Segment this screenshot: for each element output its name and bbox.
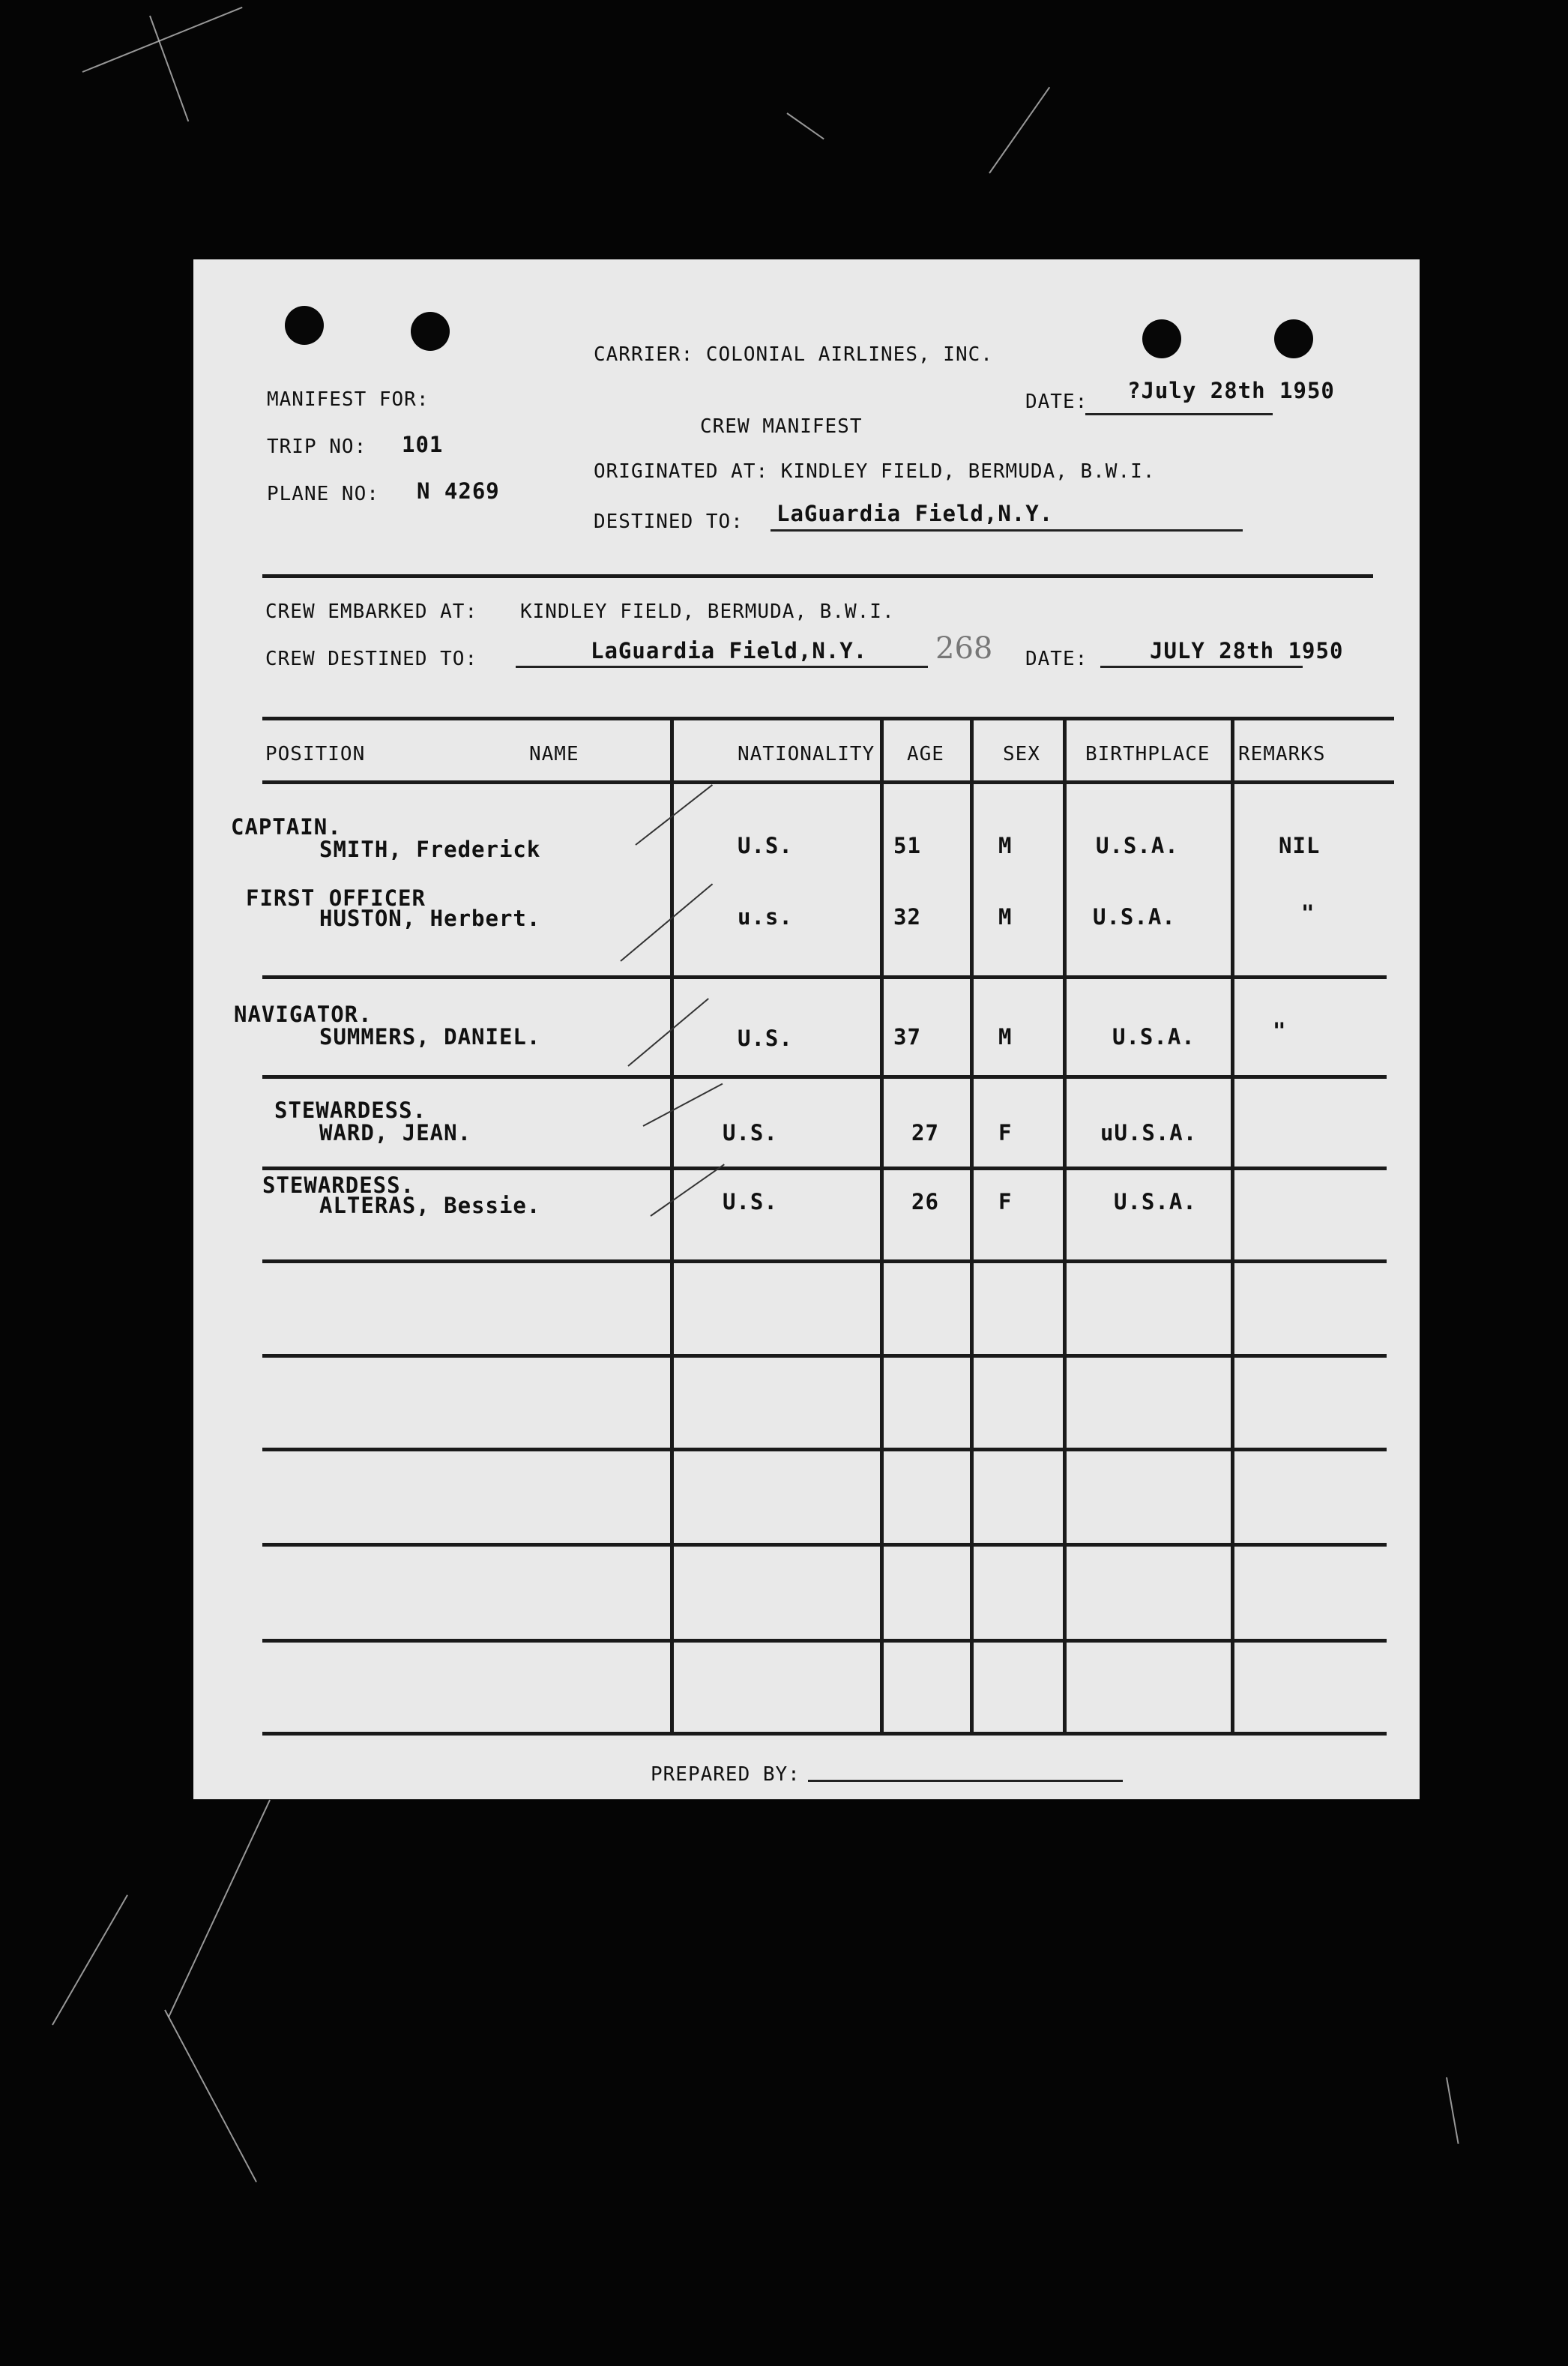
- row-nationality: u.s.: [738, 904, 793, 930]
- row-name: WARD, JEAN.: [319, 1120, 472, 1146]
- header-remarks: REMARKS: [1238, 743, 1326, 765]
- table-column-divider: [880, 718, 884, 1733]
- background-scratch: [82, 7, 243, 73]
- plane-no-value: N 4269: [417, 478, 500, 504]
- header-sex: SEX: [1003, 743, 1040, 765]
- header-name: NAME: [529, 743, 579, 765]
- punch-hole: [285, 306, 324, 345]
- row-divider: [262, 975, 1387, 979]
- prepared-by-label: PREPARED BY:: [651, 1763, 800, 1786]
- row-birthplace: U.S.A.: [1093, 904, 1176, 930]
- crew-date-underline: [1100, 666, 1303, 668]
- row-nationality: U.S.: [723, 1120, 778, 1146]
- row-name: HUSTON, Herbert.: [319, 906, 541, 931]
- row-age: 27: [911, 1120, 939, 1146]
- row-nationality: U.S.: [738, 1026, 793, 1051]
- row-birthplace: U.S.A.: [1114, 1189, 1197, 1214]
- row-age: 51: [893, 833, 921, 858]
- punch-hole: [1142, 319, 1181, 358]
- row-birthplace: uU.S.A.: [1100, 1120, 1198, 1146]
- row-name: SMITH, Frederick: [319, 837, 541, 862]
- crew-destined-label: CREW DESTINED TO:: [265, 648, 478, 670]
- prepared-by-underline: [808, 1780, 1123, 1782]
- destined-to-label: DESTINED TO:: [594, 511, 744, 533]
- crew-destined-value: LaGuardia Field,N.Y.: [591, 638, 868, 663]
- background-scratch: [164, 2010, 257, 2183]
- trip-no-label: TRIP NO:: [267, 436, 367, 458]
- destined-underline: [771, 529, 1243, 532]
- row-divider: [262, 1448, 1387, 1451]
- header-position: POSITION: [265, 743, 366, 765]
- plane-no-label: PLANE NO:: [267, 483, 379, 505]
- row-sex: F: [998, 1189, 1013, 1214]
- row-remarks: ": [1301, 900, 1315, 926]
- table-column-divider: [670, 718, 674, 1733]
- background-scratch: [786, 112, 824, 139]
- row-nationality: U.S.: [738, 833, 793, 858]
- originated-at: ORIGINATED AT: KINDLEY FIELD, BERMUDA, B.W.I.: [594, 460, 1156, 483]
- row-nationality: U.S.: [723, 1189, 778, 1214]
- pencil-tick: [650, 1164, 724, 1216]
- row-sex: M: [998, 833, 1013, 858]
- table-header-line: [262, 780, 1394, 784]
- crew-manifest-page: [193, 259, 1420, 1799]
- header-age: AGE: [907, 743, 944, 765]
- crew-embarked-label: CREW EMBARKED AT:: [265, 600, 478, 623]
- pencil-tick: [627, 998, 709, 1067]
- crew-embarked-value: KINDLEY FIELD, BERMUDA, B.W.I.: [520, 600, 895, 623]
- row-age: 32: [893, 904, 921, 930]
- crew-date-label: DATE:: [1025, 648, 1088, 670]
- row-divider: [262, 1543, 1387, 1547]
- punch-hole: [1274, 319, 1313, 358]
- divider-line: [262, 574, 1373, 578]
- row-remarks: NIL: [1279, 833, 1321, 858]
- row-name: ALTERAS, Bessie.: [319, 1193, 541, 1218]
- background-scratch: [168, 1800, 271, 2018]
- date-value: ?July 28th 1950: [1127, 378, 1335, 403]
- row-age: 37: [893, 1024, 921, 1050]
- background-scratch: [989, 87, 1050, 174]
- manifest-for-label: MANIFEST FOR:: [267, 388, 429, 411]
- table-column-divider: [970, 718, 974, 1733]
- table-top-line: [262, 717, 1394, 720]
- header-birthplace: BIRTHPLACE: [1085, 743, 1210, 765]
- date-underline: [1085, 413, 1273, 415]
- crew-destined-underline: [516, 666, 928, 668]
- row-position: STEWARDESS.: [262, 1173, 415, 1198]
- row-birthplace: U.S.A.: [1112, 1024, 1195, 1050]
- crew-date-value: JULY 28th 1950: [1150, 638, 1344, 663]
- table-column-divider: [1063, 718, 1067, 1733]
- crew-manifest-title: CREW MANIFEST: [700, 415, 863, 438]
- background-scratch: [1446, 2077, 1459, 2144]
- row-divider: [262, 1075, 1387, 1079]
- row-sex: F: [998, 1120, 1013, 1146]
- row-age: 26: [911, 1189, 939, 1214]
- row-divider: [262, 1167, 1387, 1170]
- pencil-tick: [635, 784, 713, 846]
- carrier-line: CARRIER: COLONIAL AIRLINES, INC.: [594, 343, 993, 366]
- row-divider: [262, 1639, 1387, 1643]
- row-divider: [262, 1354, 1387, 1358]
- row-position: NAVIGATOR.: [234, 1002, 373, 1027]
- row-sex: M: [998, 1024, 1013, 1050]
- row-sex: M: [998, 904, 1013, 930]
- table-column-divider: [1231, 718, 1234, 1733]
- row-divider: [262, 1259, 1387, 1263]
- row-position: FIRST OFFICER: [246, 885, 426, 911]
- background-scratch: [52, 1894, 128, 2025]
- header-nationality: NATIONALITY: [738, 743, 875, 765]
- row-position: STEWARDESS.: [274, 1098, 427, 1123]
- row-birthplace: U.S.A.: [1096, 833, 1179, 858]
- destined-to-value: LaGuardia Field,N.Y.: [777, 501, 1054, 526]
- trip-no-value: 101: [402, 432, 444, 457]
- row-name: SUMMERS, DANIEL.: [319, 1024, 541, 1050]
- row-remarks: ": [1273, 1018, 1287, 1044]
- punch-hole: [411, 312, 450, 351]
- pencil-number: 268: [935, 631, 993, 666]
- pencil-tick: [643, 1083, 723, 1127]
- table-bottom-line: [262, 1732, 1387, 1736]
- row-position: CAPTAIN.: [231, 814, 342, 840]
- date-label: DATE:: [1025, 391, 1088, 413]
- pencil-tick: [620, 883, 713, 961]
